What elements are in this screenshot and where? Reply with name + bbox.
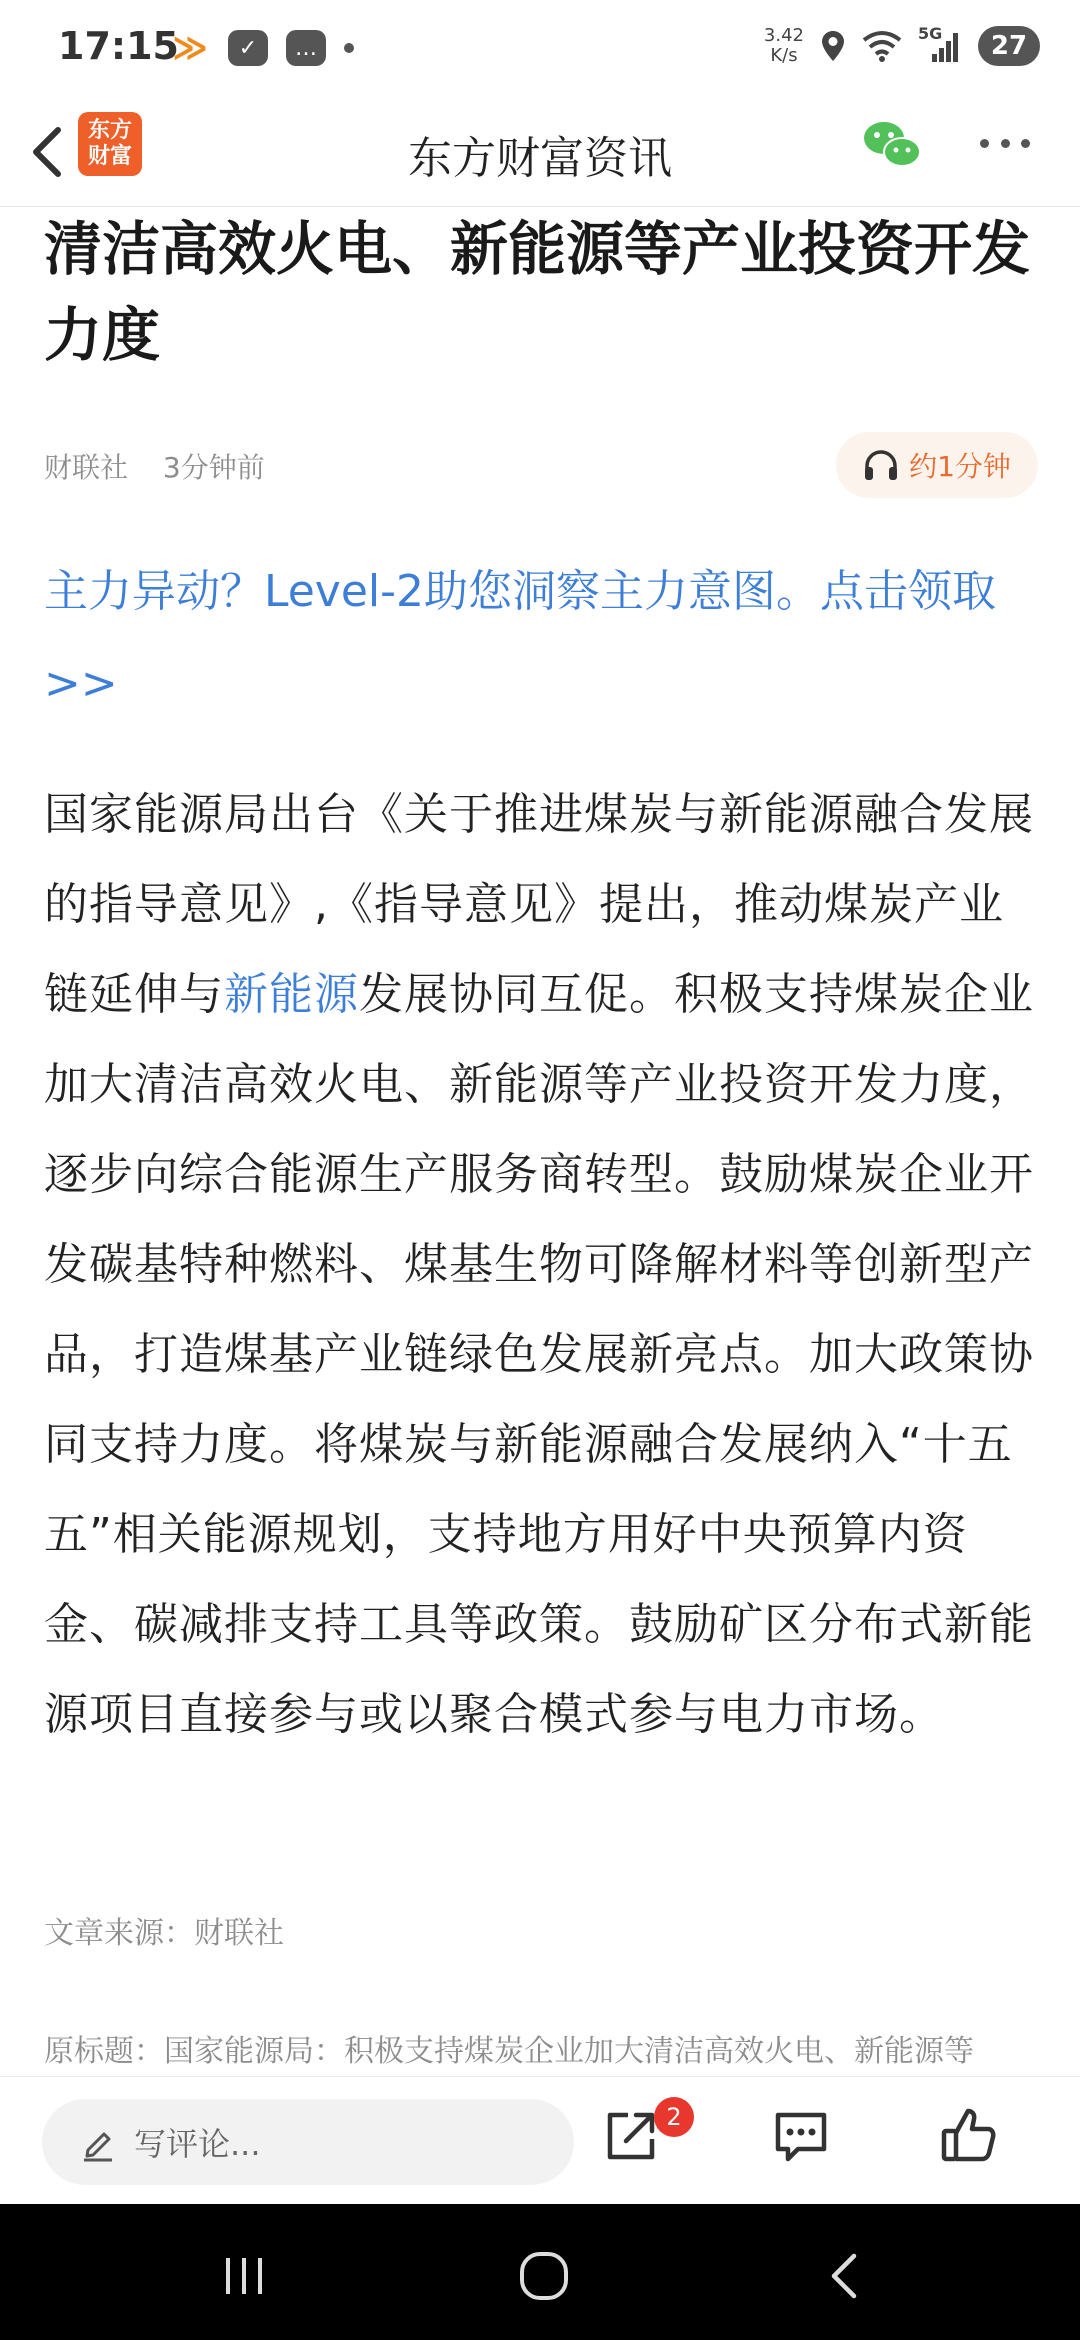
body-text-part-2: 发展协同互促。积极支持煤炭企业加大清洁高效火电、新能源等产业投资开发力度，逐步向综合能源生产服务商转型。鼓励煤炭企业开发碳基特种燃料、煤基生物可降解材料等创新型产品，打造煤基产业链绿色发展新亮点。加大政策协同支持力度。将煤炭与新能源融合发展纳入“十五五”相关能源规划，支持地方用好中央预算内资金、碳减排支持工具等政策。鼓励矿区分布式新能源项目直接参与或以聚合模式参与电力市场。 <box>44 969 1034 1740</box>
fire-icon: ≫ <box>172 28 208 68</box>
network-type: 5G <box>918 24 943 43</box>
keyword-link[interactable]: 新能源 <box>224 969 359 1020</box>
status-time: 17:15 <box>58 24 179 68</box>
body-text-part-1: 国家能源局出台《关于推进煤炭与新能源融合发展的指导意见》,《指导意见》提出，推动煤炭产业链延伸与 <box>44 789 1034 1020</box>
logo-line-1: 东方 <box>87 118 132 143</box>
headphones-icon <box>863 448 899 482</box>
notification-icons <box>170 30 354 66</box>
pen-icon <box>78 2122 118 2162</box>
chat-icon: … <box>286 30 326 66</box>
check-icon: ✓ <box>228 30 268 66</box>
app-header <box>0 100 1080 207</box>
speed-value: 3.42 <box>763 25 804 46</box>
article-body <box>44 770 1044 1760</box>
article-title: 清洁高效火电、新能源等产业投资开发力度 <box>44 215 1031 369</box>
listen-duration: 约1分钟 <box>909 450 1011 483</box>
article-meta <box>44 446 291 486</box>
back-nav-icon[interactable] <box>816 2246 876 2306</box>
home-icon[interactable] <box>514 2246 574 2306</box>
system-icons <box>764 26 1040 66</box>
article-time: 3分钟前 <box>162 451 265 484</box>
bottom-action-bar <box>0 2076 1080 2205</box>
more-options-icon[interactable] <box>980 120 1030 166</box>
recent-apps-icon[interactable] <box>214 2246 274 2306</box>
wifi-icon <box>862 30 902 62</box>
comments-icon[interactable] <box>768 2103 834 2169</box>
original-title: 原标题：国家能源局：积极支持煤炭企业加大清洁高效火电、新能源等 <box>44 2034 974 2069</box>
speed-unit: K/s <box>770 45 798 66</box>
listen-button[interactable] <box>836 432 1038 498</box>
signal-icon <box>918 24 962 64</box>
share-count-badge: 2 <box>654 2097 694 2137</box>
system-nav-bar <box>0 2204 1080 2340</box>
battery-icon: 27 <box>978 26 1040 66</box>
status-bar <box>0 0 1080 100</box>
comment-input[interactable] <box>42 2099 574 2185</box>
location-icon <box>820 29 846 63</box>
network-speed <box>764 26 804 66</box>
comment-placeholder: 写评论... <box>134 2125 261 2163</box>
logo-line-2: 财富 <box>87 144 132 169</box>
dot-icon <box>344 43 354 53</box>
promo-link[interactable]: 主力异动？Level-2助您洞察主力意图。点击领取>> <box>44 566 997 709</box>
article-source: 财联社 <box>44 451 129 484</box>
wechat-share-icon[interactable] <box>860 116 924 172</box>
page-title: 东方财富资讯 <box>408 133 672 184</box>
like-icon[interactable] <box>936 2103 1002 2169</box>
article-source-line: 文章来源：财联社 <box>44 1916 284 1951</box>
